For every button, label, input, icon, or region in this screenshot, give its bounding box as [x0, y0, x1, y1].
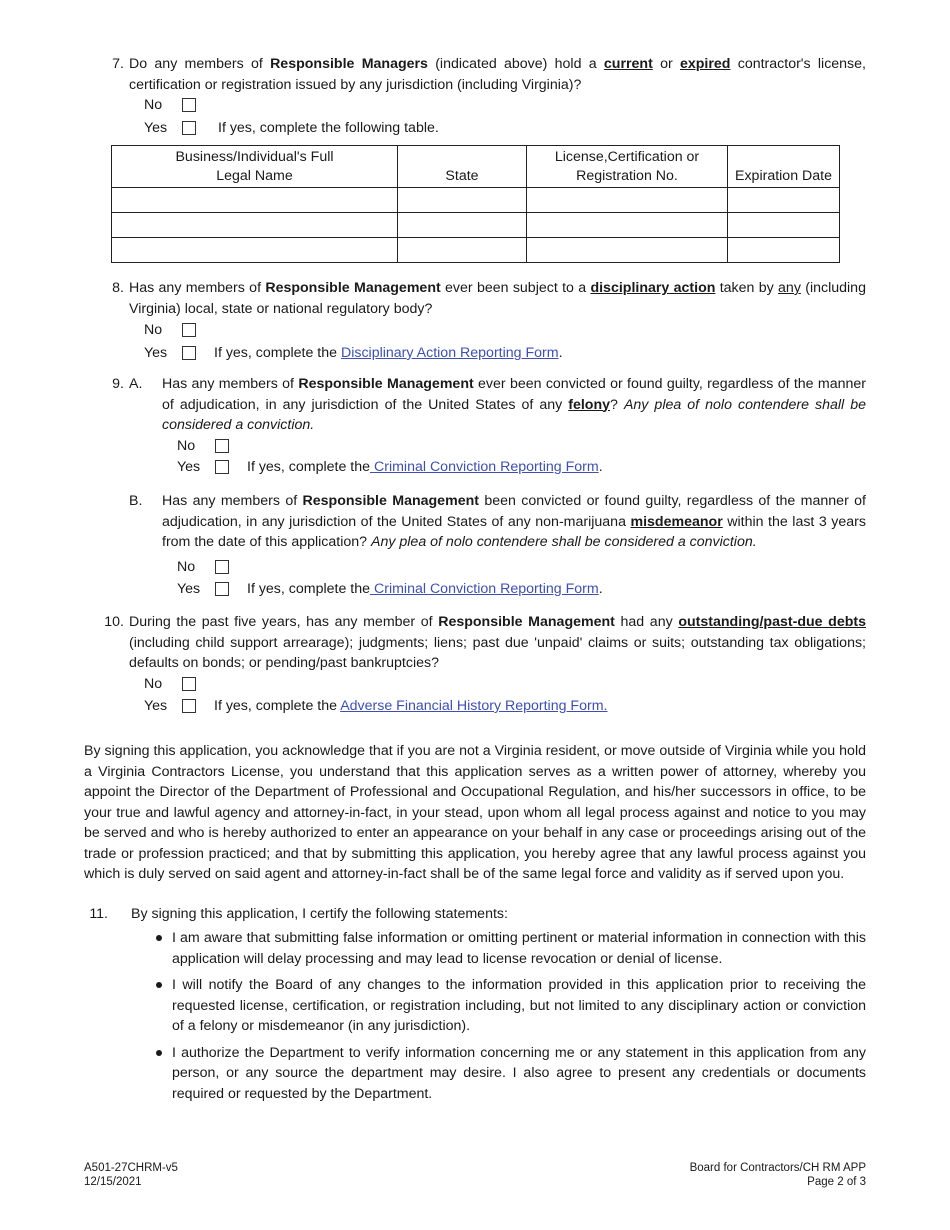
table-cell[interactable] — [112, 238, 398, 263]
question-7 — [84, 54, 866, 95]
q9a-yes-checkbox[interactable] — [215, 460, 229, 474]
col-license-no-header: License,Certification or Registration No. — [527, 146, 728, 188]
q10-no-option: No — [144, 674, 196, 694]
question-9b — [84, 491, 866, 553]
table-cell[interactable] — [728, 213, 840, 238]
q7-yes-option: Yes If yes, complete the following table. — [144, 120, 439, 136]
criminal-conviction-form-link[interactable]: Criminal Conviction Reporting Form — [370, 459, 599, 475]
question-text: During the past five years, has any member of Responsible Management had any outstanding/past-due debts (including child support arrearage); judgments; liens; past due 'unpaid' claims or suits; outstanding tax obligations; defaults on bonds; or pending/past bankruptcies? — [129, 614, 866, 671]
q8-no-option: No — [144, 320, 196, 340]
question-text: By signing this application, I certify the following statements: — [131, 906, 508, 922]
table-cell[interactable] — [398, 238, 527, 263]
col-legal-name-header: Business/Individual's Full Legal Name — [112, 146, 398, 188]
q9b-yes-checkbox[interactable] — [215, 582, 229, 596]
certification-list — [154, 928, 866, 1110]
q10-yes-option: Yes If yes, complete the Adverse Financial History Reporting Form. — [144, 698, 608, 714]
question-number: 11. — [89, 906, 108, 922]
question-text: Do any members of Responsible Managers (indicated above) hold a current or expired contractor's license, certification or registration issued by any jurisdiction (including Virginia)? — [129, 56, 866, 93]
col-state-header: State — [398, 146, 527, 188]
q8-no-checkbox[interactable] — [182, 323, 196, 337]
question-text: Has any members of Responsible Management been convicted or found guilty, regardless of the manner of adjudication, in any jurisdiction of the United States of any non-marijuana misdemeanor within the last 3 years from the date of this application? Any plea of nolo contendere shall be considered a conviction. — [162, 493, 866, 550]
q9a-yes-option: Yes If yes, complete the Criminal Conviction Reporting Form. — [177, 459, 603, 475]
table-row — [112, 188, 840, 213]
table-cell[interactable] — [728, 238, 840, 263]
question-9a — [84, 374, 866, 436]
q9b-yes-option: Yes If yes, complete the Criminal Conviction Reporting Form. — [177, 581, 603, 597]
question-text: Has any members of Responsible Management ever been subject to a disciplinary action taken by any (including Virginia) local, state or national regulatory body? — [129, 280, 866, 317]
question-number: 7. — [112, 56, 124, 72]
table-cell[interactable] — [527, 188, 728, 213]
footer-right — [690, 1161, 866, 1189]
disciplinary-action-form-link[interactable]: Disciplinary Action Reporting Form — [340, 345, 559, 361]
table-cell[interactable] — [527, 213, 728, 238]
table-row — [112, 213, 840, 238]
table-header-row — [112, 146, 840, 188]
table-cell[interactable] — [398, 213, 527, 238]
sub-letter: B. — [129, 493, 143, 509]
q9a-no-option: No — [177, 436, 229, 456]
list-item: I am aware that submitting false information or omitting pertinent or material information in connection with this application will delay processing and may lead to license revocation or denial of license. — [154, 928, 866, 969]
license-table — [111, 145, 840, 263]
col-expiration-header: Expiration Date — [728, 146, 840, 188]
q10-no-checkbox[interactable] — [182, 677, 196, 691]
question-text: Has any members of Responsible Management ever been convicted or found guilty, regardless of the manner of adjudication, in any jurisdiction of the United States of any felony? Any plea of nolo contendere shall be considered a conviction. — [162, 376, 866, 433]
table-cell[interactable] — [527, 238, 728, 263]
question-10 — [84, 612, 866, 674]
table-row — [112, 238, 840, 263]
table-cell[interactable] — [112, 188, 398, 213]
question-number: 9. — [112, 376, 124, 392]
list-item: I will notify the Board of any changes to the information provided in this application prior to receiving the requested license, certification, or registration including, but not limited to any disciplinary action or conviction of a felony or misdemeanor (in any jurisdiction). — [154, 975, 866, 1037]
q9b-no-checkbox[interactable] — [215, 560, 229, 574]
q10-yes-checkbox[interactable] — [182, 699, 196, 713]
table-cell[interactable] — [398, 188, 527, 213]
table-cell[interactable] — [728, 188, 840, 213]
question-11 — [84, 904, 866, 925]
question-number: 10. — [104, 614, 124, 630]
q7-yes-checkbox[interactable] — [182, 121, 196, 135]
power-of-attorney-paragraph: By signing this application, you acknowledge that if you are not a Virginia resident, or move outside of Virginia while you hold a Virginia Contractors License, you understand that this application serves as a written power of attorney, whereby you appoint the Director of the Department of Professional and Occupational Regulation, and his/her successors in office, to be your true and lawful agency and attorney-in-fact, in your stead, upon whom all legal process against and notice to you may be served and who is hereby authorized to enter an appearance on your behalf in any case or proceedings arising out of the trade or profession practiced; and that by submitting this application, you hereby agree that any lawful process against you which is duly served on said agent and attorney-in-fact shall be of the same legal force and validity as if served upon you. — [84, 743, 866, 882]
q8-yes-option: Yes If yes, complete the Disciplinary Action Reporting Form. — [144, 345, 563, 361]
q9b-no-option: No — [177, 557, 229, 577]
form-date: 12/15/2021 — [84, 1176, 142, 1188]
list-item: I authorize the Department to verify information concerning me or any statement in this application from any person, or any source the department may desire. I also agree to present any credentials or documents required or requested by the Department. — [154, 1043, 866, 1105]
footer-left — [84, 1161, 178, 1189]
q7-no-option: No — [144, 95, 196, 115]
board-name: Board for Contractors/CH RM APP — [689, 1162, 866, 1174]
criminal-conviction-form-link[interactable]: Criminal Conviction Reporting Form — [370, 581, 599, 597]
form-id: A501-27CHRM-v5 — [84, 1162, 178, 1174]
question-number: 8. — [112, 280, 124, 296]
adverse-financial-history-form-link[interactable]: Adverse Financial History Reporting Form. — [340, 698, 608, 714]
q8-yes-checkbox[interactable] — [182, 346, 196, 360]
question-8 — [84, 278, 866, 319]
q9a-no-checkbox[interactable] — [215, 439, 229, 453]
q7-no-checkbox[interactable] — [182, 98, 196, 112]
page-number: Page 2 of 3 — [807, 1176, 866, 1188]
sub-letter: A. — [129, 376, 143, 392]
table-cell[interactable] — [112, 213, 398, 238]
